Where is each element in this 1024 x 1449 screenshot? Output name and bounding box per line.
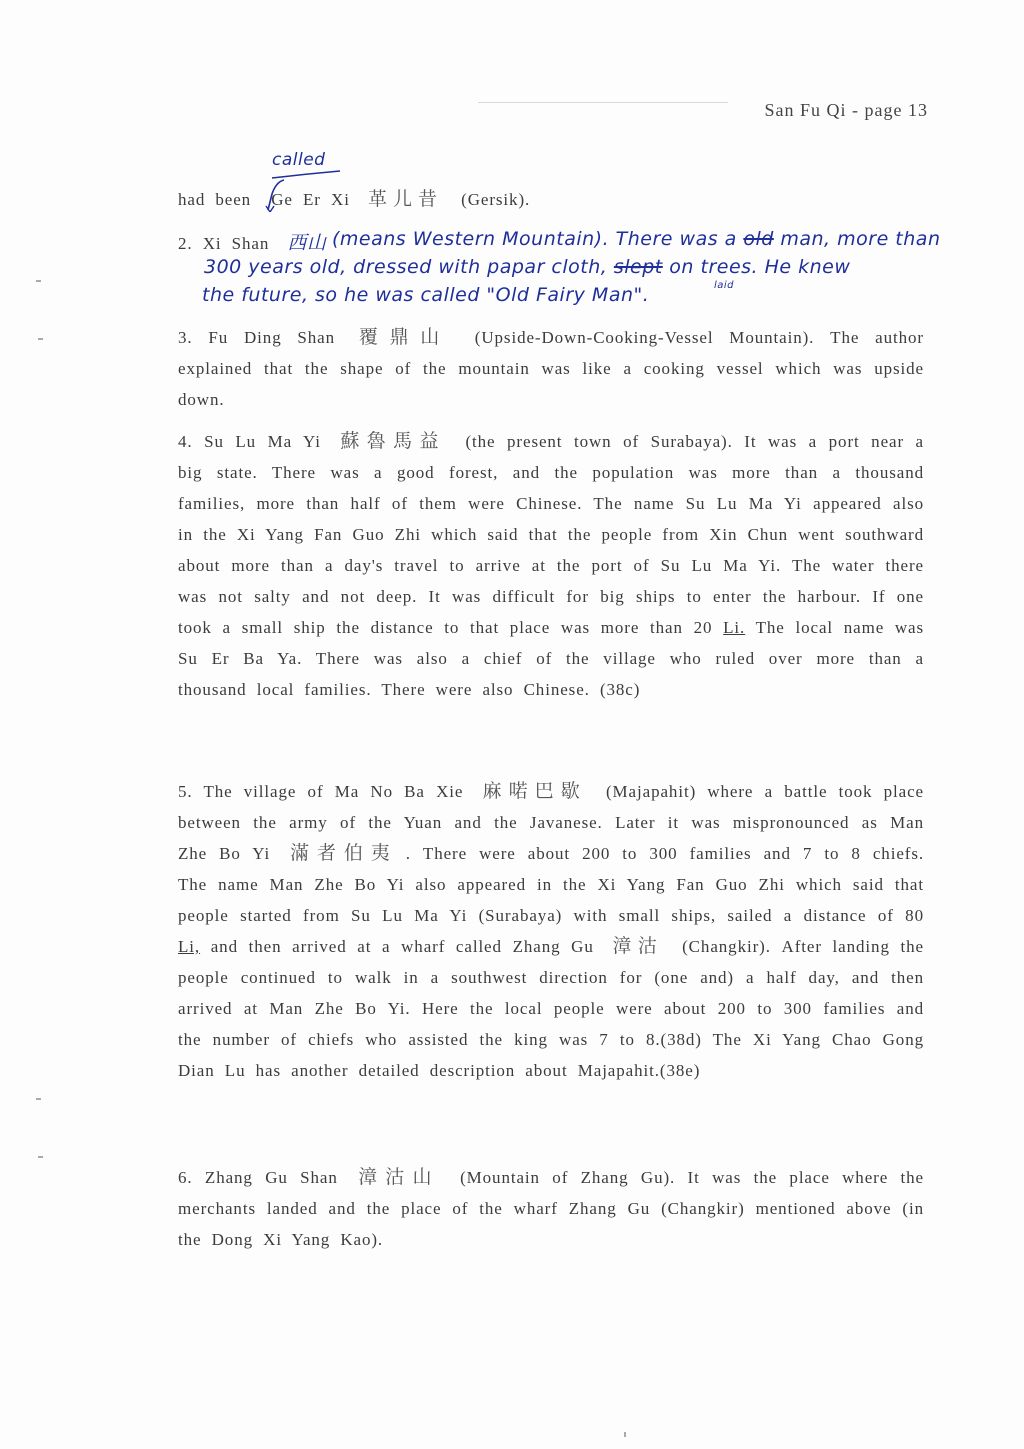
- hand-line2-a: 300 years old, dressed with papar cloth,: [204, 256, 608, 278]
- margin-mark: [36, 280, 41, 282]
- p3-text-post: (Upside-Down-Cooking-Vessel Mountain). The author explained that the shape of the mountain was like a cooking vessel which was upside down.: [178, 328, 924, 409]
- p2-chinese-handwritten: 西山: [287, 232, 327, 254]
- handwritten-line-1: [332, 228, 940, 250]
- p1-text-pre: had been: [178, 190, 252, 209]
- bottom-mark: [624, 1432, 626, 1437]
- hand-line1-struck: old: [743, 228, 774, 250]
- p5-text-mid2: . There were about 200 to 300 families and 7 to 8 chiefs. The name Man Zhe Bo Yi also appeared in the Xi Yang Fan Guo Zhi which said that people started from Su Lu Ma Yi (Surabaya) with small ships, sailed a distance of 80: [178, 844, 924, 925]
- handwritten-laid: laid: [714, 280, 735, 291]
- hand-line2-b: on trees. He knew: [669, 256, 851, 278]
- paragraph-5: [178, 776, 924, 1086]
- margin-mark: [38, 1156, 43, 1158]
- p6-chinese: 漳沽山: [358, 1166, 440, 1188]
- p2-text-pre: 2. Xi Shan: [178, 234, 270, 253]
- p4-text-a: (the present town of Surabaya). It was a port near a big state. There was a good forest, and the population was more than a thousand families, more than half of them were Chinese. The name Su Lu Ma Yi appeared also in the Xi Yang Fan Guo Zhi which said that the people from Xin Chun went southward about more than a day's travel to arrive at the port of Su Lu Ma Yi. The water there was not salty and not deep. It was difficult for big ships to enter the harbour. If one took a small ship the distance to that place was more than 20: [178, 432, 925, 637]
- hand-line1-b: man, more than: [780, 228, 941, 250]
- handwritten-line-2: [204, 256, 850, 278]
- paragraph-6: [178, 1162, 924, 1255]
- header-rule: [478, 102, 728, 103]
- p6-text-pre: 6. Zhang Gu Shan: [178, 1168, 338, 1187]
- p1-text-post: (Gersik).: [461, 190, 531, 209]
- margin-mark: [36, 1098, 41, 1100]
- p5-chinese-2: 滿者伯夷: [290, 842, 398, 864]
- margin-mark: [38, 338, 43, 340]
- p4-li-unit: Li.: [723, 618, 746, 637]
- p5-chinese-1: 麻喏巴歇: [482, 780, 587, 802]
- p3-chinese: 覆鼎山: [358, 326, 451, 348]
- p5-text-pre: 5. The village of Ma No Ba Xie: [178, 782, 464, 801]
- paragraph-1: [178, 184, 924, 215]
- p4-text-b: The local name was Su Er Ba Ya. There was also a chief of the village who ruled over more than a thousand local families. There were also Chinese. (38c): [178, 618, 925, 699]
- called-underline-icon: [270, 170, 342, 180]
- paragraph-4: [178, 426, 924, 705]
- p4-text-pre: 4. Su Lu Ma Yi: [178, 432, 321, 451]
- hand-line2-struck: slept: [613, 256, 663, 278]
- page-header: San Fu Qi - page 13: [764, 100, 928, 120]
- p5-chinese-3: 漳沽: [612, 935, 664, 957]
- p5-li-unit: Li,: [178, 937, 201, 956]
- paragraph-3: [178, 322, 924, 415]
- p5-text-mid1: (Majapahit) where a battle took place between the army of the Yuan and the Javanese. Later it was mispronounced as Man Zhe Bo Yi: [178, 782, 924, 863]
- p6-text-post: (Mountain of Zhang Gu). It was the place where the merchants landed and the place of the wharf Zhang Gu (Changkir) mentioned above (in the Dong Xi Yang Kao).: [178, 1168, 924, 1249]
- hand-line3: the future, so he was called "Old Fairy Man".: [202, 284, 650, 306]
- p3-text-pre: 3. Fu Ding Shan: [178, 328, 336, 347]
- p1-chinese: 革儿昔: [367, 188, 443, 210]
- handwritten-line-3: [202, 284, 649, 306]
- hand-line1-a: (means Western Mountain). There was a: [332, 228, 737, 250]
- handwritten-called: called: [272, 150, 326, 170]
- p4-chinese: 蘇魯馬益: [340, 430, 446, 452]
- p5-text-post: (Changkir). After landing the people continued to walk in a southwest direction for (one and) a half day, and then arrived at Man Zhe Bo Yi. Here the local people were about 200 to 300 families and the number of chiefs who assisted the king was 7 to 8.(38d) The Xi Yang Chao Gong Dian Lu has another detailed description about Majapahit.(38e): [178, 937, 924, 1080]
- p5-text-mid3: and then arrived at a wharf called Zhang Gu: [210, 937, 594, 956]
- p1-name: Ge Er Xi: [271, 190, 350, 209]
